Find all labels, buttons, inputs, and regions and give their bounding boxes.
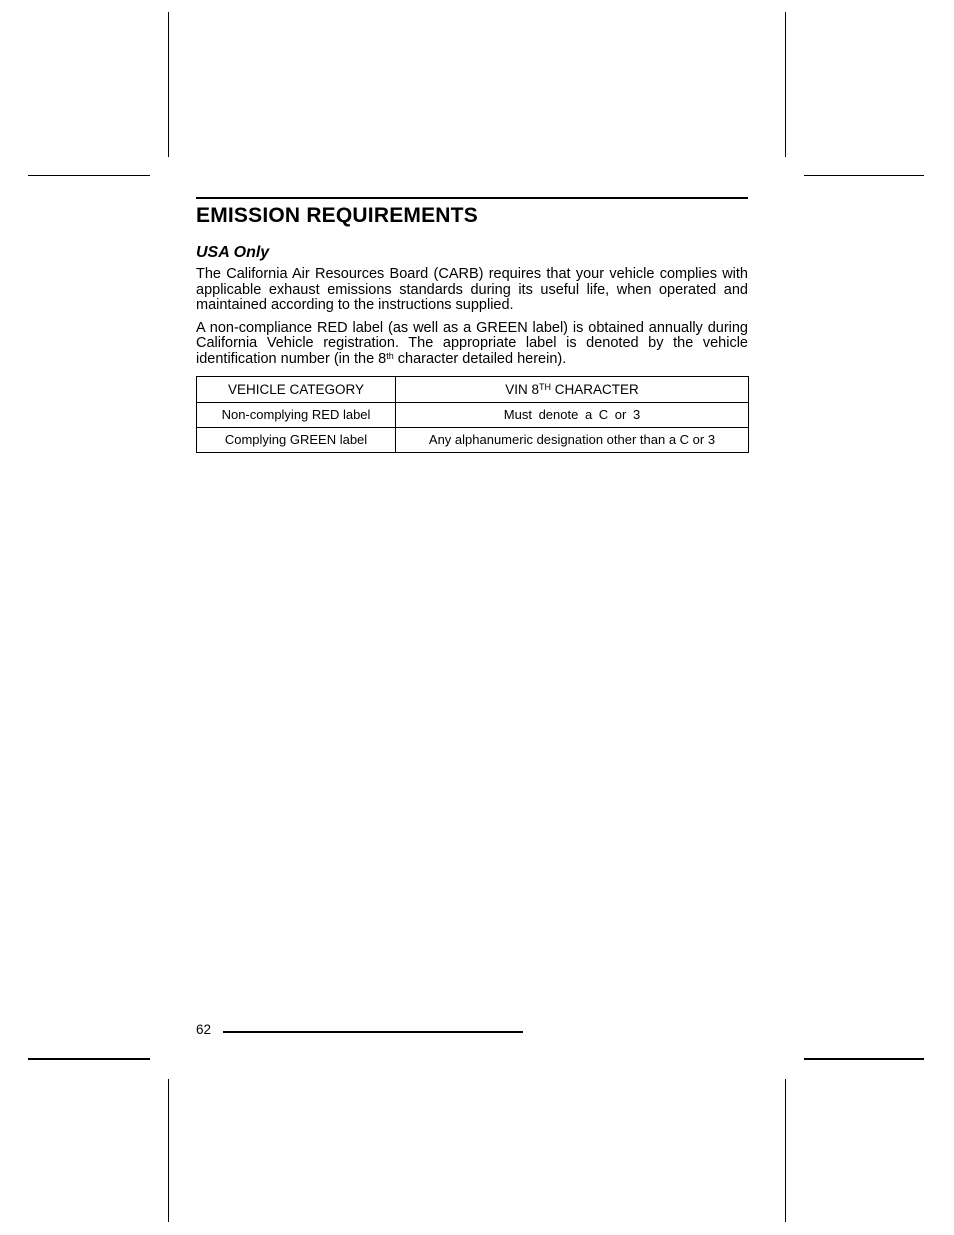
section-heading: EMISSION REQUIREMENTS <box>196 204 478 227</box>
page-number: 62 <box>196 1022 212 1037</box>
superscript: TH <box>539 381 551 392</box>
cell-category: Complying GREEN label <box>197 427 396 452</box>
crop-mark <box>28 1058 150 1060</box>
header-text: VIN 8 <box>505 381 539 397</box>
paragraph-text: A non-compliance RED label (as well as a GREEN label) is obtained annually during California Vehicle registration. The appropriate label is denoted by the vehicle identification number (in the 8 <box>196 319 748 367</box>
footer-rule <box>223 1031 523 1033</box>
superscript: th <box>386 350 394 361</box>
crop-mark <box>168 1079 169 1222</box>
crop-mark <box>168 12 169 157</box>
paragraph-label <box>196 321 748 368</box>
subsection-heading: USA Only <box>196 244 270 261</box>
paragraph-text: character detailed herein). <box>393 350 567 367</box>
section-rule <box>196 197 748 199</box>
crop-mark <box>785 1079 786 1222</box>
table-row <box>197 427 749 452</box>
header-vehicle-category: VEHICLE CATEGORY <box>197 376 396 402</box>
crop-mark <box>785 12 786 157</box>
header-text: CHARACTER <box>551 381 639 397</box>
cell-vin: Must denote a C or 3 <box>396 402 749 427</box>
header-vin-character <box>396 376 749 402</box>
table-row <box>197 402 749 427</box>
crop-mark <box>804 175 924 176</box>
crop-mark <box>804 1058 924 1060</box>
table-header-row <box>197 376 749 402</box>
vin-table <box>196 376 749 453</box>
cell-vin: Any alphanumeric designation other than a C or 3 <box>396 427 749 452</box>
cell-category: Non-complying RED label <box>197 402 396 427</box>
page-content <box>196 197 748 453</box>
crop-mark <box>28 175 150 176</box>
paragraph-carb: The California Air Resources Board (CARB) requires that your vehicle complies with applicable exhaust emissions standards during its useful life, when operated and maintained according to the instructions supplied. <box>196 266 748 314</box>
